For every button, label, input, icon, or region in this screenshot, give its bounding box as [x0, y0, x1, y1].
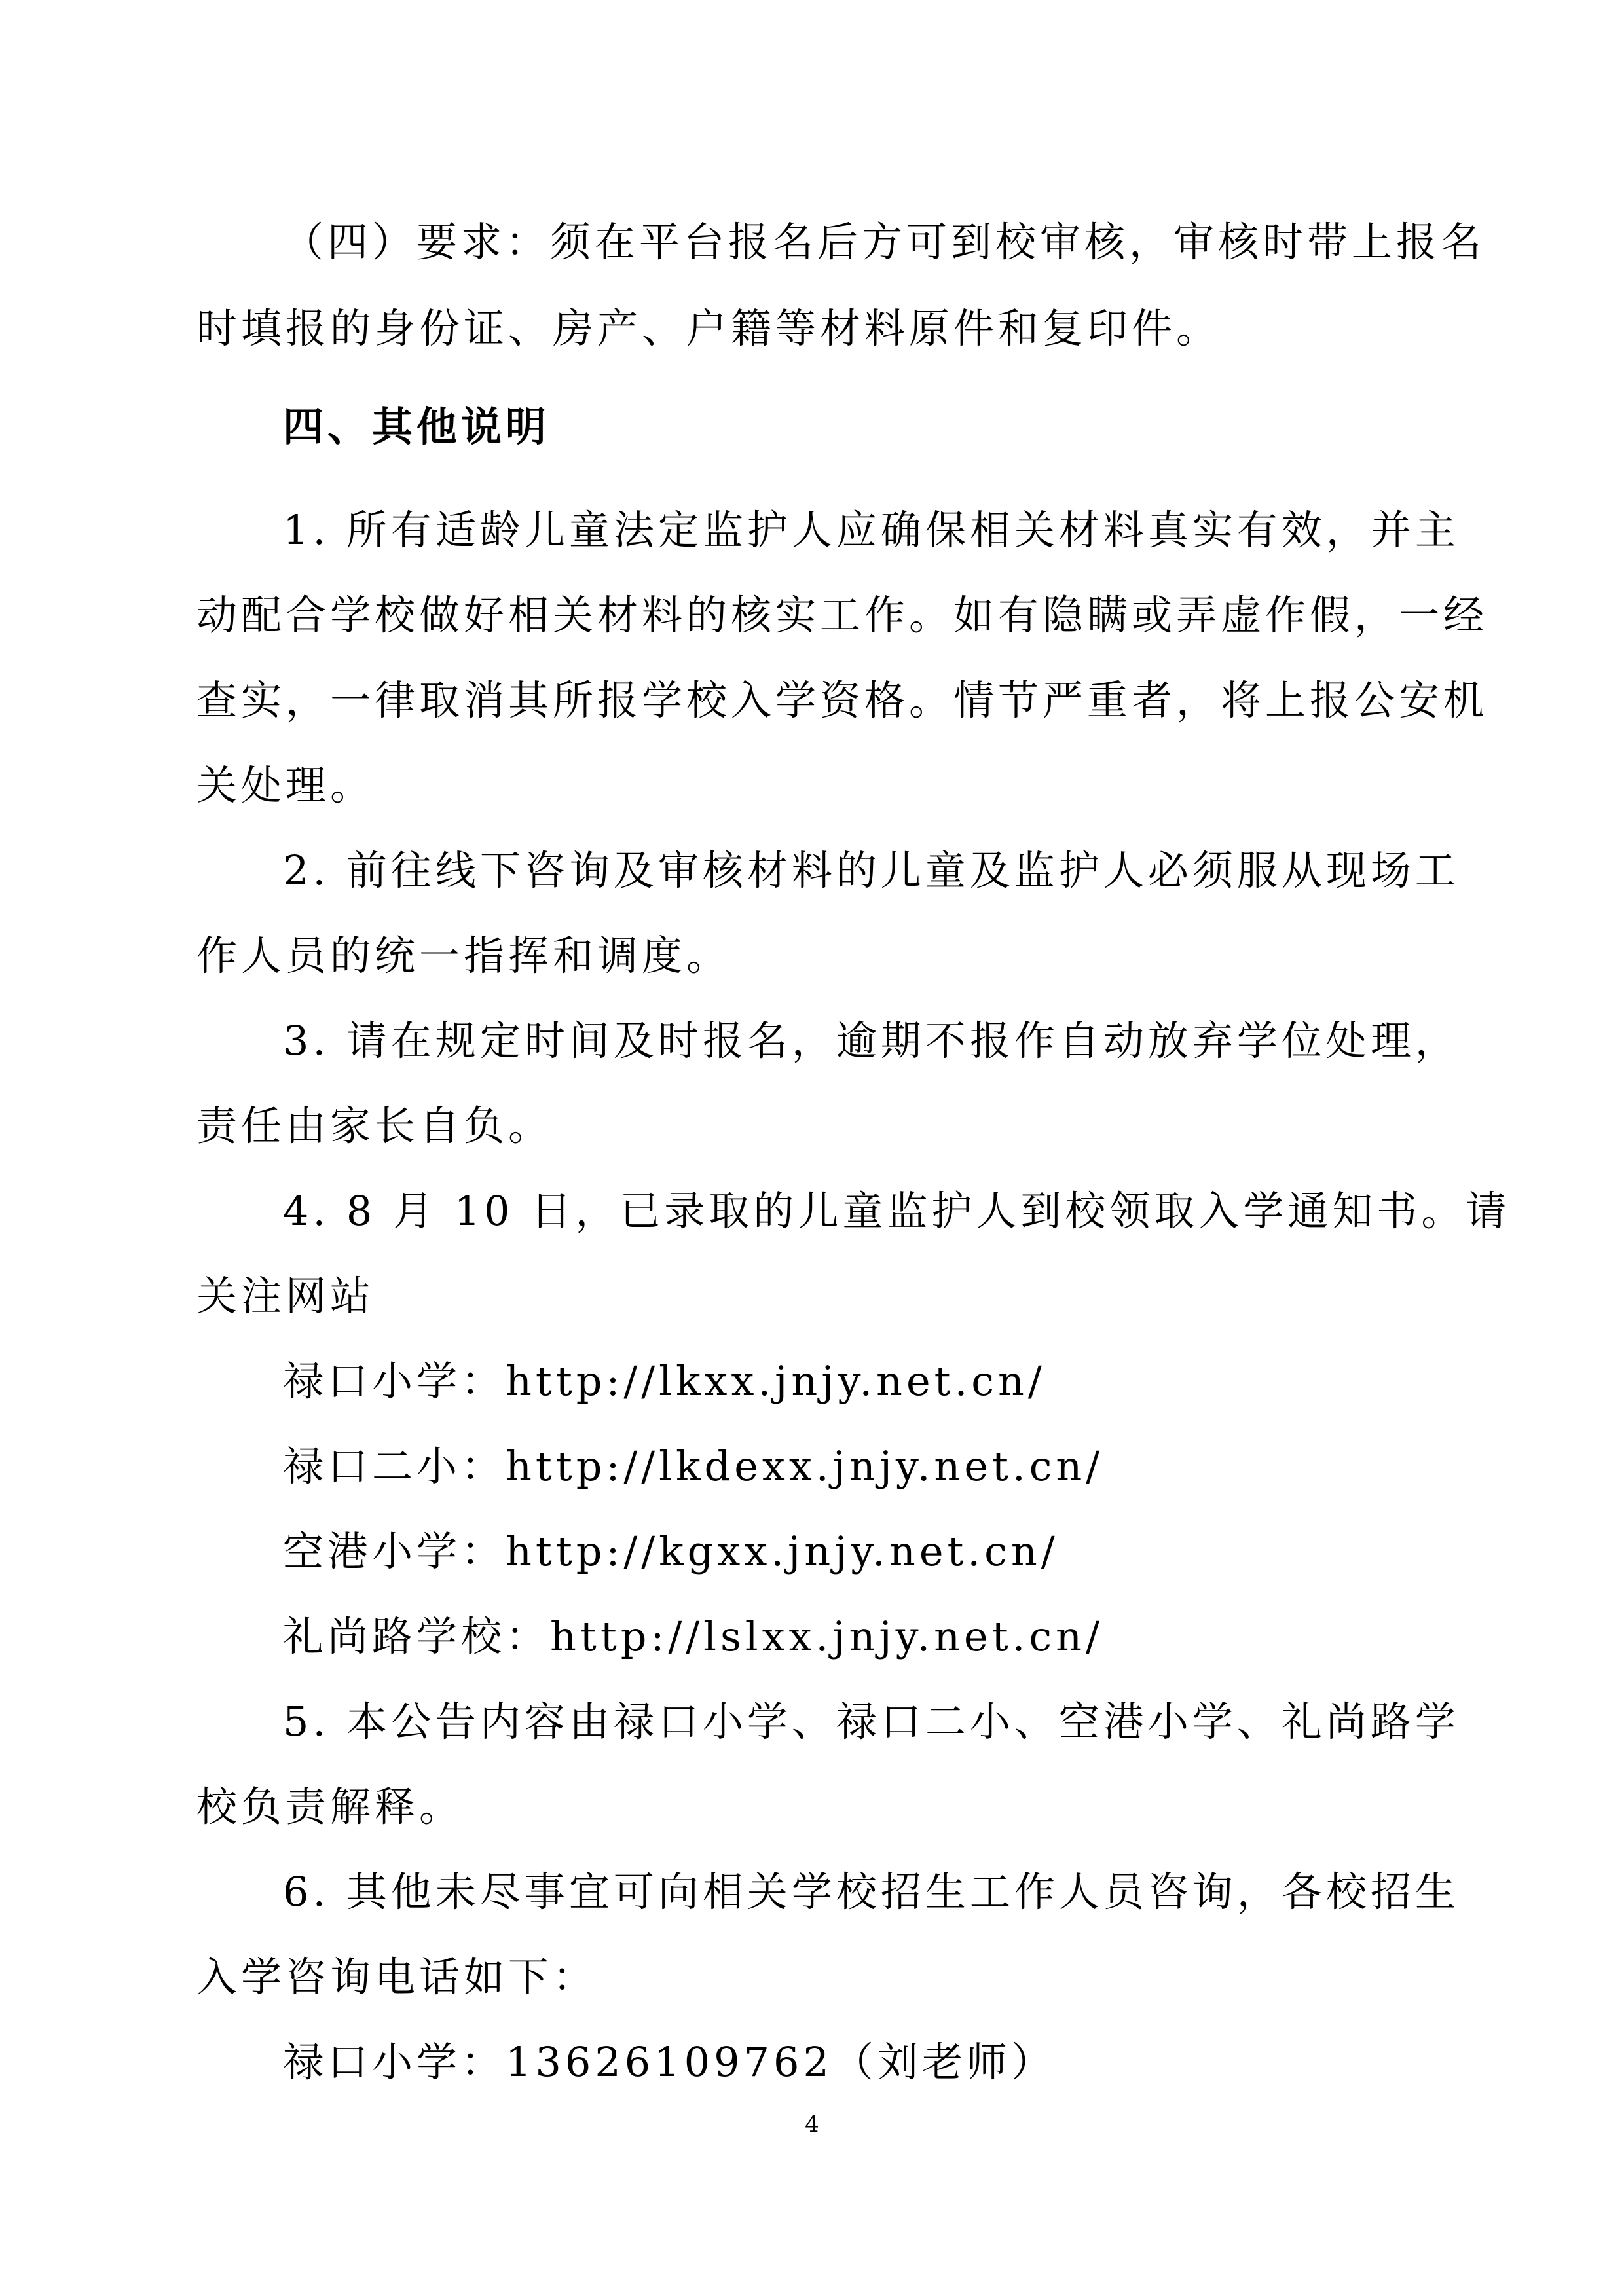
section-4-requirements-line-2: 时填报的身份证、房产、户籍等材料原件和复印件。 [196, 304, 1221, 352]
note-5-line-2: 校负责解释。 [196, 1783, 464, 1831]
website-lukou-primary: 禄口小学：http://lkxx.jnjy.net.cn/ [283, 1357, 1046, 1405]
note-2-line-2: 作人员的统一指挥和调度。 [196, 932, 731, 979]
note-4-line-1: 4. 8 月 10 日，已录取的儿童监护人到校领取入学通知书。请 [283, 1187, 1511, 1235]
note-1-line-1: 1. 所有适龄儿童法定监护人应确保相关材料真实有效，并主 [283, 506, 1460, 554]
note-6-line-2: 入学咨询电话如下： [196, 1953, 598, 2001]
note-3-line-2: 责任由家长自负。 [196, 1102, 553, 1150]
note-4-line-2: 关注网站 [196, 1272, 375, 1320]
website-lishanglu-school: 礼尚路学校：http://lslxx.jnjy.net.cn/ [283, 1613, 1103, 1660]
note-3-line-1: 3. 请在规定时间及时报名，逾期不报作自动放弃学位处理， [283, 1017, 1460, 1065]
note-1-line-3: 查实，一律取消其所报学校入学资格。情节严重者，将上报公安机 [196, 676, 1488, 724]
website-lukou-second-primary: 禄口二小：http://lkdexx.jnjy.net.cn/ [283, 1442, 1104, 1490]
note-6-line-1: 6. 其他未尽事宜可向相关学校招生工作人员咨询，各校招生 [283, 1868, 1460, 1916]
website-konggang-primary: 空港小学：http://kgxx.jnjy.net.cn/ [283, 1527, 1059, 1575]
section-4-requirements-line-1: （四）要求：须在平台报名后方可到校审核，审核时带上报名 [283, 218, 1486, 266]
note-1-line-2: 动配合学校做好相关材料的核实工作。如有隐瞒或弄虚作假，一经 [196, 591, 1488, 639]
phone-lukou-primary: 禄口小学：13626109762（刘老师） [283, 2038, 1056, 2086]
section-heading-other-notes: 四、其他说明 [283, 403, 551, 450]
note-1-line-4: 关处理。 [196, 761, 375, 809]
note-2-line-1: 2. 前往线下咨询及审核材料的儿童及监护人必须服从现场工 [283, 847, 1460, 894]
page-number: 4 [805, 2111, 819, 2138]
note-5-line-1: 5. 本公告内容由禄口小学、禄口二小、空港小学、礼尚路学 [283, 1698, 1460, 1745]
